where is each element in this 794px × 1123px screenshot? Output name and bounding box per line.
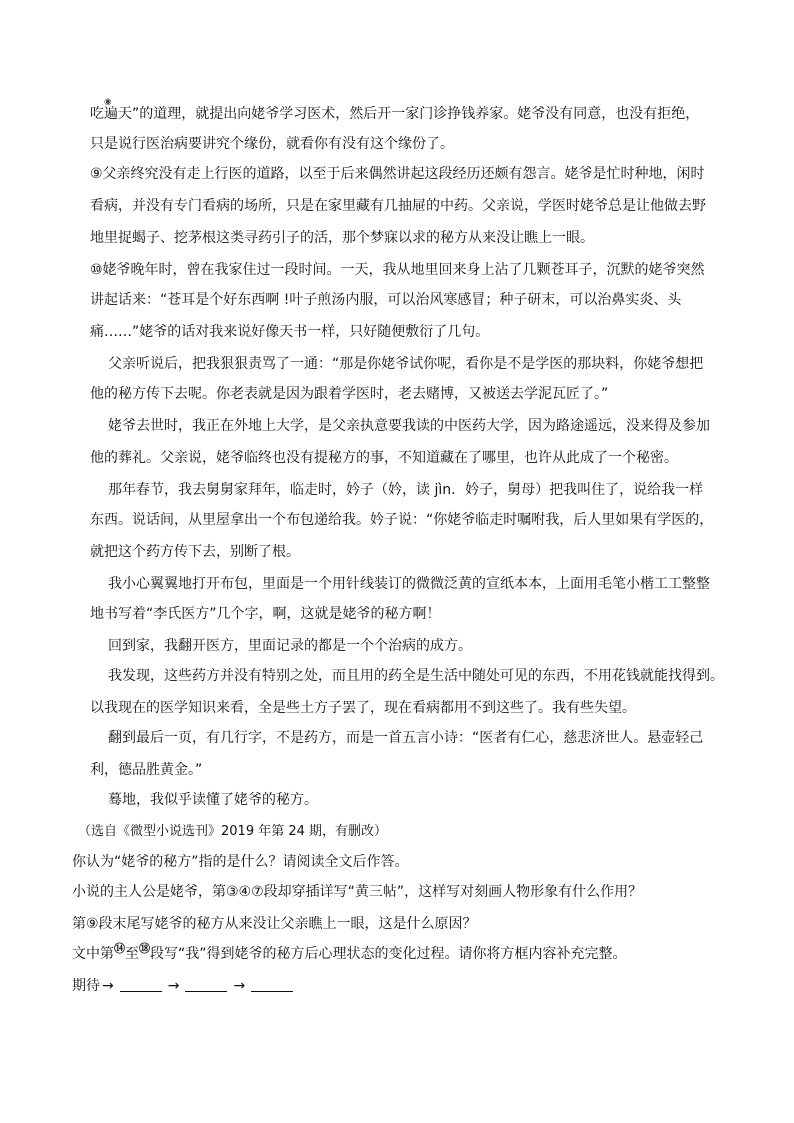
article-line-8: 痛……”姥爷的话对我来说好像天书一样，只好随便敷衍了几句。 <box>90 324 490 340</box>
article-line-7: 讲起话来：“苍耳是个好东西啊 !叶子煎汤内服，可以治风寒感冒；种子研末，可以治鼻实炎、头 <box>90 292 682 308</box>
chain-start-label: 期待 <box>72 978 100 994</box>
article-line-20: 以我现在的医学知识来看，全是些土方子罢了，现在看病都用不到这些了。我有些失望。 <box>90 700 636 716</box>
arrow-icon: → <box>167 978 180 994</box>
answer-blank-1[interactable] <box>120 977 162 992</box>
article-line-2: 只是说行医治病要讲究个缘份，就看你有没有这个缘份了。 <box>90 136 454 152</box>
question-4-suffix: 段写“我”得到姥爷的秘方后心理状态的变化过程。请你将方框内容补充完整。 <box>150 946 627 962</box>
question-4-prefix: 文中第 <box>72 946 114 962</box>
paragraph-number-mark: ⑧ <box>104 98 112 108</box>
article-line-3: ⑨父亲终究没有走上行医的道路，以至于后来偶然讲起这段经历还颇有怨言。姥爷是忙时种地，闲时 <box>90 166 705 182</box>
article-line-18: 回到家，我翻开医方，里面记录的都是一个个治病的成方。 <box>108 638 472 654</box>
article-line-15: 就把这个药方传下去，别断了根。 <box>90 544 300 560</box>
article-line-16: 我小心翼翼地打开布包，里面是一个用针线装订的微微泛黄的宣纸本本，上面用毛笔小楷工工整整 <box>108 576 710 592</box>
question-3: 第⑨段末尾写姥爷的秘方从来没让父亲瞧上一眼，这是什么原因？ <box>72 916 477 932</box>
article-line-6: ⑩姥爷晚年时，曾在我家住过一段时间。一天，我从地里回来身上沾了几颗苍耳子，沉默的姥爷突然 <box>90 262 705 278</box>
question-4-mid: 至 <box>125 946 139 962</box>
question-5-chain <box>72 976 297 996</box>
article-source: （选自《微型小说选刊》2019 年第 24 期，有删改） <box>78 824 388 839</box>
answer-blank-2[interactable] <box>185 977 227 992</box>
question-4 <box>72 944 627 964</box>
article-line-5: 地里捉蝎子、挖茅根这类寻药引子的活，那个梦寐以求的秘方从来没让瞧上一眼。 <box>90 230 594 246</box>
article-line-11: 姥爷去世时，我正在外地上大学，是父亲执意要我读的中医药大学，因为路途遥远，没来得及参加 <box>108 418 710 434</box>
article-line-14: 东西。说话间，从里屋拿出一个布包递给我。妗子说：“你姥爷临走时嘱咐我，后人里如果有学医的， <box>90 512 714 528</box>
article-line-12: 他的葬礼。父亲说，姥爷临终也没有提秘方的事，不知道藏在了哪里，也许从此成了一个秘密。 <box>90 450 678 466</box>
article-line-21: 翻到最后一页，有几行字，不是药方，而是一首五言小诗：“医者有仁心，慈悲济世人。悬壶轻己 <box>108 730 704 746</box>
article-line-1: 吃遍天”的道理，就提出向姥爷学习医术，然后开一家门诊挣钱养家。姥爷没有同意，也没有拒绝， <box>90 106 700 122</box>
article-line-23: 蓦地，我似乎读懂了姥爷的秘方。 <box>108 792 318 808</box>
answer-blank-3[interactable] <box>251 977 293 992</box>
article-line-9: 父亲听说后，把我狠狠责骂了一通：“那是你姥爷试你呢，看你是不是学医的那块料，你姥爷想把 <box>108 356 704 372</box>
arrow-icon: → <box>102 978 114 994</box>
article-line-22: 利，德品胜黄金。” <box>90 762 203 778</box>
paragraph-mark-14: ⑭ <box>114 942 125 956</box>
article-line-10: 他的秘方传下去呢。你老表就是因为跟着学医时，老去赌博，又被送去学泥瓦匠了。” <box>90 386 609 402</box>
arrow-icon: → <box>233 978 246 994</box>
article-line-4: 看病，并没有专门看病的场所，只是在家里藏有几抽屉的中药。父亲说，学医时姥爷总是让他做去野 <box>90 198 706 214</box>
article-line-17: 地书写着“李氏医方”几个字，啊，这就是姥爷的秘方啊！ <box>90 606 441 622</box>
question-1: 你认为“姥爷的秘方”指的是什么？请阅读全文后作答。 <box>72 854 409 870</box>
article-line-19: 我发现，这些药方并没有特别之处，而且用的药全是生活中随处可见的东西，不用花钱就能找得到。 <box>108 668 724 684</box>
question-2: 小说的主人公是姥爷，第③④⑦段却穿插详写“黄三帖”，这样写对刻画人物形象有什么作用？ <box>72 884 643 900</box>
paragraph-mark-18: ⑱ <box>139 942 150 956</box>
article-line-13: 那年春节，我去舅舅家拜年，临走时，妗子（妗，读 jìn．妗子，舅母）把我叫住了，说给我一样 <box>108 482 704 498</box>
